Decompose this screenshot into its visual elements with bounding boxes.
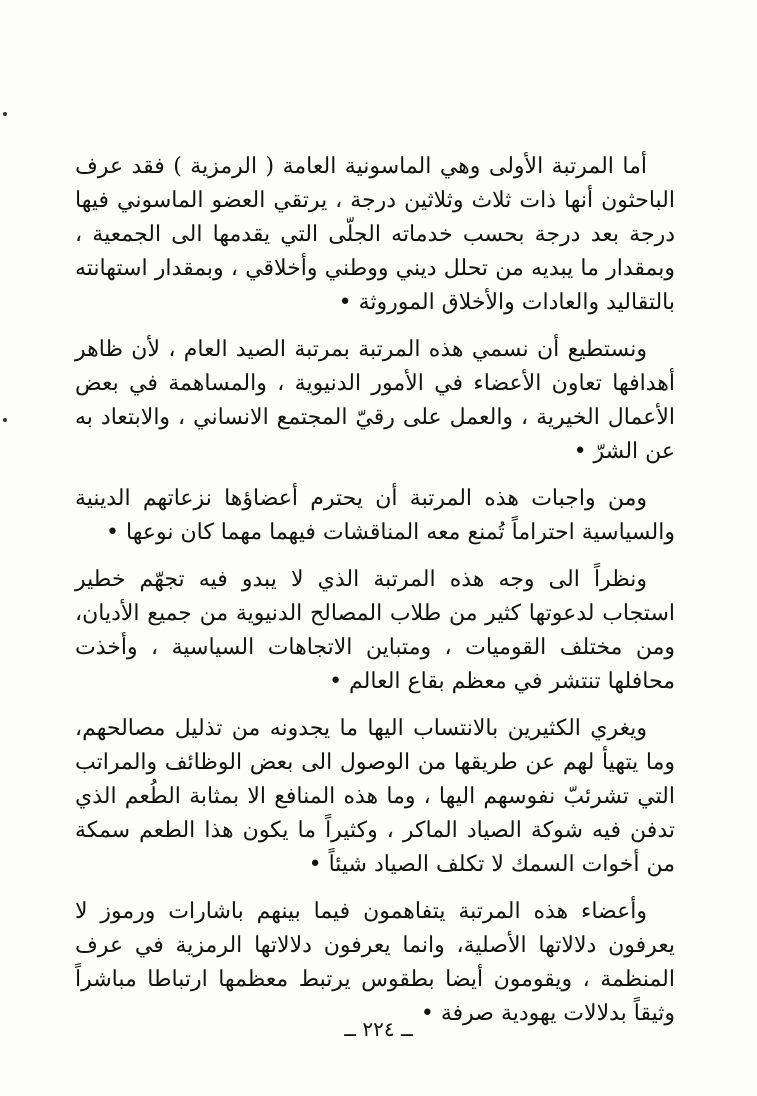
paragraph: ومن واجبات هذه المرتبة أن يحترم أعضاؤها نزعاتهم الدينية والسياسية احتراماً تُمنع معه المناقشات فيهما مهما كان نوعها • bbox=[75, 486, 675, 545]
paragraph: وأعضاء هذه المرتبة يتفاهمون فيما بينهم باشارات ورموز لا يعرفون دلالاتها الأصلية، وانما يعرفون دلالاتها الرمزية في عرف المنظمة ، ويقومون أيضا بطقوس يرتبط معظمها ارتباطا مباشراً وثيقاً بدلالات يهودية صرفة • bbox=[75, 899, 675, 1026]
paragraph: أما المرتبة الأولى وهي الماسونية العامة ( الرمزية ) فقد عرف الباحثون أنها ذات ثلاث وثلاثين درجة ، يرتقي العضو الماسوني فيها درجة بعد درجة بحسب خدماته الجلّى التي يقدمها الى الجمعية ، وبمقدار ما يبديه من تحلل ديني ووطني وأخلاقي ، وبمقدار استهانته بالتقاليد والعادات والأخلاق الموروثة • bbox=[75, 154, 675, 315]
margin-dot bbox=[3, 112, 7, 116]
body-text bbox=[75, 150, 675, 1031]
paragraph: ويغري الكثيرين بالانتساب اليها ما يجدونه من تذليل مصالحهم، وما يتهيأ لهم عن طريقها من الوصول الى بعض الوظائف والمراتب التي تشرئبّ نفوسهم اليها ، وما هذه المنافع الا بمثابة الطُعم الذي تدفن فيه شوكة الصياد الماكر ، وكثيراً ما يكون هذا الطعم سمكة من أخوات السمك لا تكلف الصياد شيئاً • bbox=[75, 716, 675, 877]
margin-dot bbox=[3, 418, 7, 422]
page-number: ــ ٢٢٤ ــ bbox=[344, 1017, 413, 1041]
paragraph: ونظراً الى وجه هذه المرتبة الذي لا يبدو فيه تجهّم خطير استجاب لدعوتها كثير من طلاب المصالح الدنيوية من جميع الأديان، ومن مختلف القوميات ، ومتباين الاتجاهات السياسية ، وأخذت محافلها تنتشر في معظم بقاع العالم • bbox=[75, 567, 675, 694]
paragraph: ونستطيع أن نسمي هذه المرتبة بمرتبة الصيد العام ، لأن ظاهر أهدافها تعاون الأعضاء في الأمور الدنيوية ، والمساهمة في بعض الأعمال الخيرية ، والعمل على رقيّ المجتمع الانساني ، والابتعاد به عن الشرّ • bbox=[75, 337, 675, 464]
